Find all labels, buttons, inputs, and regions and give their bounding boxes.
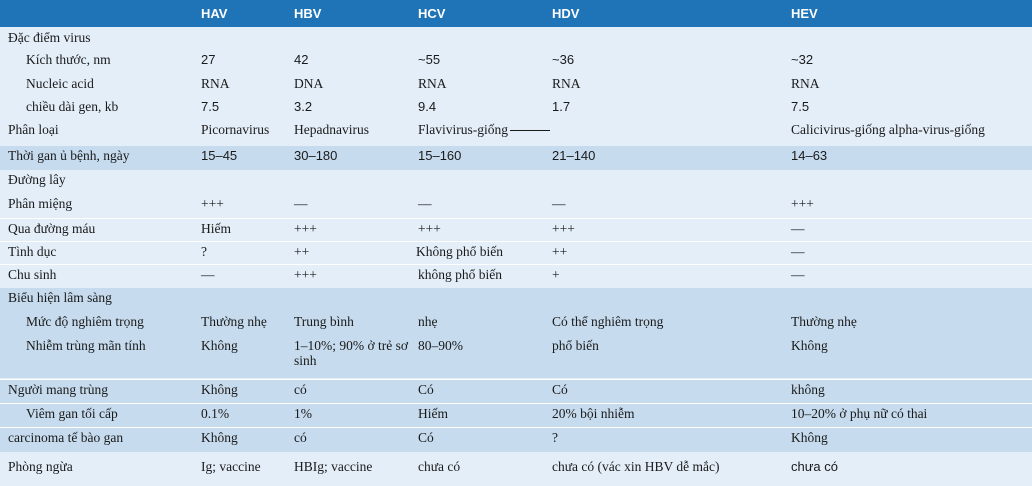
cell-hbv: 1% xyxy=(294,406,312,421)
cell-hev: 14–63 xyxy=(791,148,828,163)
row-label: Qua đường máu xyxy=(8,221,96,236)
cell-hcv: RNA xyxy=(418,76,447,91)
section-clinical-features xyxy=(0,288,1032,312)
cell-hcv: ~55 xyxy=(418,52,441,67)
cell-hev: RNA xyxy=(791,76,820,91)
cell-hev: Calicivirus-giống alpha-virus-giống xyxy=(791,122,985,137)
cell-hev: Không xyxy=(791,430,828,445)
cell-hdv: Có xyxy=(552,382,568,397)
cell-hav: 27 xyxy=(201,52,216,67)
table-row xyxy=(0,50,1032,74)
table-row xyxy=(0,146,1032,170)
cell-hev: Thường nhẹ xyxy=(791,314,857,329)
cell-hev: 7.5 xyxy=(791,99,810,114)
cell-hav: Không xyxy=(201,382,238,397)
header-hdv: HDV xyxy=(552,6,580,21)
row-label: Phân miệng xyxy=(8,196,73,211)
section-virus-characteristics xyxy=(0,28,1032,50)
table-row xyxy=(0,241,1032,265)
row-label: Chu sinh xyxy=(8,267,57,282)
row-label: chiều dài gen, kb xyxy=(26,99,119,114)
row-label: Thời gan ủ bệnh, ngày xyxy=(8,148,130,163)
cell-hav: Không xyxy=(201,430,238,445)
cell-hbv: 3.2 xyxy=(294,99,313,114)
cell-hcv: Hiếm xyxy=(418,406,448,421)
row-label: Kích thước, nm xyxy=(26,52,111,67)
cell-hav: — xyxy=(201,267,215,282)
row-label: Viêm gan tối cấp xyxy=(26,406,118,421)
cell-hcv xyxy=(418,122,508,137)
table-header-row xyxy=(0,0,1032,27)
cell-hdv: RNA xyxy=(552,76,581,91)
cell-hav: +++ xyxy=(201,196,224,211)
cell-hbv: HBIg; vaccine xyxy=(294,459,373,474)
cell-hbv: DNA xyxy=(294,76,324,91)
cell-hev: chưa có xyxy=(791,459,839,474)
cell-hav: RNA xyxy=(201,76,230,91)
cell-hev: ~32 xyxy=(791,52,814,67)
cell-hbv: — xyxy=(294,196,308,211)
cell-hbv: ++ xyxy=(294,244,310,259)
cell-hcv: Có xyxy=(418,430,434,445)
cell-hav: 15–45 xyxy=(201,148,238,163)
cell-hev: Không xyxy=(791,338,828,353)
cell-hav: Hiếm xyxy=(201,221,231,236)
cell-hcv: 15–160 xyxy=(418,148,462,163)
cell-hcv: Có xyxy=(418,382,434,397)
table-row xyxy=(0,379,1032,403)
cell-hdv: 21–140 xyxy=(552,148,596,163)
cell-hbv: Trung bình xyxy=(294,314,354,329)
header-hbv: HBV xyxy=(294,6,322,21)
header-hav: HAV xyxy=(201,6,228,21)
cell-hev: +++ xyxy=(791,196,814,211)
row-label: Phân loại xyxy=(8,122,59,137)
cell-hev: — xyxy=(791,221,805,236)
cell-hdv: ? xyxy=(552,430,558,445)
table-row xyxy=(0,194,1032,218)
cell-hbv: 42 xyxy=(294,52,309,67)
cell-hbv: có xyxy=(294,382,307,397)
cell-hev: — xyxy=(791,244,805,259)
cell-hdv: ++ xyxy=(552,244,568,259)
cell-hbv: +++ xyxy=(294,221,317,236)
row-label: Đặc điểm virus xyxy=(8,30,91,45)
cell-hcv: — xyxy=(418,196,432,211)
cell-hdv: + xyxy=(552,267,560,282)
cell-hav: Ig; vaccine xyxy=(201,459,261,474)
cell-hcv: 9.4 xyxy=(418,99,437,114)
cell-hav: Không xyxy=(201,338,238,353)
cell-hdv: ~36 xyxy=(552,52,575,67)
header-hev: HEV xyxy=(791,6,818,21)
cell-hcv: +++ xyxy=(418,221,441,236)
cell-hdv: +++ xyxy=(552,221,575,236)
cell-hav: 7.5 xyxy=(201,99,220,114)
cell-hbv: có xyxy=(294,430,307,445)
cell-hcv: 80–90% xyxy=(418,338,463,353)
cell-hav: Thường nhẹ xyxy=(201,314,267,329)
row-label: Tình dục xyxy=(8,244,57,259)
cell-hev: — xyxy=(791,267,805,282)
cell-hav: 0.1% xyxy=(201,406,230,421)
table-row xyxy=(0,264,1032,288)
cell-hdv: phổ biến xyxy=(552,338,599,353)
row-label: Đường lây xyxy=(8,172,66,187)
row-label: Phòng ngừa xyxy=(8,459,73,474)
table-row xyxy=(0,312,1032,336)
cell-hdv: Có thể nghiêm trọng xyxy=(552,314,664,329)
table-row xyxy=(0,427,1032,452)
table-row xyxy=(0,97,1032,120)
table-row xyxy=(0,452,1032,486)
row-label: Nucleic acid xyxy=(26,76,94,91)
table-row xyxy=(0,74,1032,97)
cell-hcv: chưa có xyxy=(418,459,461,474)
cell-hbv: 1–10%; 90% ở trẻ sơ sinh xyxy=(294,338,409,368)
cell-hcv: không phổ biến xyxy=(418,267,502,282)
row-label: carcinoma tế bào gan xyxy=(8,430,124,445)
table-row xyxy=(0,403,1032,427)
cell-hcv: nhẹ xyxy=(418,314,438,329)
row-label: Người mang trùng xyxy=(8,382,108,397)
cell-hdv: 20% bội nhiễm xyxy=(552,406,635,421)
cell-hdv: — xyxy=(552,196,566,211)
cell-hcv: Không phổ biến xyxy=(416,244,503,259)
cell-hdv: 1.7 xyxy=(552,99,571,114)
cell-dash-mark xyxy=(510,130,550,131)
cell-hbv: Hepadnavirus xyxy=(294,122,369,137)
cell-hav: ? xyxy=(201,244,207,259)
row-label: Mức độ nghiêm trọng xyxy=(26,314,144,329)
table-row xyxy=(0,336,1032,378)
row-label: Nhiễm trùng mãn tính xyxy=(26,338,146,353)
cell-hav: Picornavirus xyxy=(201,122,270,137)
cell-hbv: 30–180 xyxy=(294,148,338,163)
cell-hev: không xyxy=(791,382,825,397)
cell-hev: 10–20% ở phụ nữ có thai xyxy=(791,406,928,421)
cell-hbv: +++ xyxy=(294,267,317,282)
table-row xyxy=(0,218,1032,242)
table-row xyxy=(0,120,1032,146)
cell-hcv-text: Flavivirus-giống xyxy=(418,122,508,137)
header-hcv: HCV xyxy=(418,6,446,21)
cell-hdv: chưa có (vác xin HBV dễ mắc) xyxy=(552,459,720,474)
section-transmission xyxy=(0,170,1032,194)
row-label: Biểu hiện lâm sàng xyxy=(8,290,112,305)
